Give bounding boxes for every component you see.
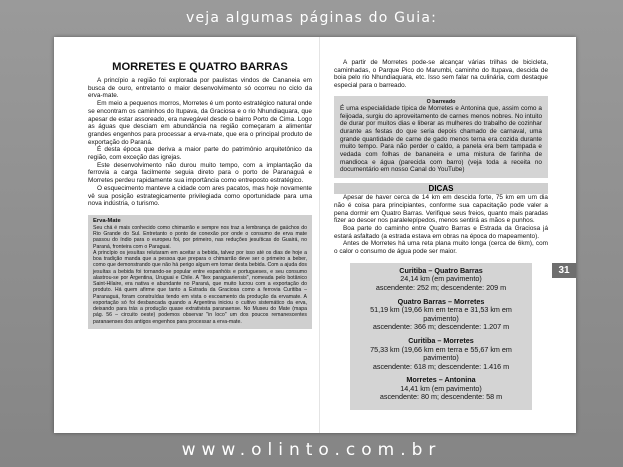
sidebar-paragraph: Seu chá é mais conhecido como chimarrão e sempre nos traz a lembrança de gaúchos do Rio Grande do Sul. Entretanto o ponto de conexão por onde o consumo de erva mate passou do índio para o europeu foi, por primeiro, nas reduções jesuíticas do Guairá, no Paraná, fronteira com o Paraguai. [93, 224, 307, 250]
banner-title: veja algumas páginas do Guia: [185, 10, 438, 26]
page-title: MORRETES E QUATRO BARRAS [112, 61, 288, 73]
route-item [354, 267, 528, 293]
paragraph: A princípio a região foi explorada por paulistas vindos de Cananeia em busca de ouro, entretanto o maior desenvolvimento só ocorreu no ciclo da erva-mate. [88, 77, 312, 100]
page-number: 31 [552, 263, 576, 278]
barreado-text: É uma especialidade típica de Morretes e Antonina que, assim como a feijoada, surgiu do aproveitamento de carnes menos nobres. No intuito de durar por muitos dias e liberar as mulheres do trabalho de cozinhar durante as festas do que seria depois chamado de carnaval, uma grande quantidade de carne de gado menos terna era cozida durante muito tempo. Para não perder o caldo, a panela era bem tampada e vedada com folhas de bananeira e uma mistura de farinha de mandioca e água (parecida com barro) (veja toda a receita no documentário em nosso Canal do YouTube) [340, 104, 542, 174]
dicas-heading: DICAS [334, 183, 548, 194]
route-distance: 75,33 km (19,66 km em terra e 55,67 km em pavimento) [370, 344, 512, 363]
route-distance: 24,14 km (em pavimento) [400, 274, 482, 284]
route-name: Morretes – Antonina [406, 375, 476, 385]
sidebar-paragraph: A princípio os jesuítas relutaram em aceitar a bebida, talvez por isso até os dias de hoje a boa tradição manda que a pessoa que prepara o chimarrão deve ser o primeiro a beber, como que demonstrando que não há perigo algum em tomar desta bebida. Com a ajuda dos jesuítas a bebida foi tornando-se popular entre espanhóis e portugueses, e seu consumo alastrou-se por Argentina, Uruguai e Chile. A "Ilex paraguariensis", nomeada pelo botânico Saint-Hilaire, era nativa e abundante no Paraná, que muito lucrou com a exportação do produto. Há quem afirme que tanto a Estrada da Graciosa como a ferrovia Curitiba – Paranaguá, foram construídas tendo em vista o escoamento da produção da ervamate. A exportação só foi desbancada quando a Argentina iniciou o cultivo sistemático da erva, deixando para trás a produção quase extrativista paranaense. No Museu do Mate (mapa pág. 56 – circuito oeste) podemos observar "in loco" um dos poucos remanescentes paranaenses dos antigos engenhos para processar a erva-mate. [93, 249, 307, 325]
paragraph: É desta época que deriva a maior parte do patrimônio arquitetônico da região, com exceção das igrejas. [88, 146, 312, 162]
route-distance: 51,19 km (19,66 km em terra e 31,53 km em pavimento) [370, 305, 512, 323]
paragraph: Este desenvolvimento não durou muito tempo, com a implantação da ferrovia a carga facilmente seguia direto para o porto de Paranaguá e Morretes perdeu rapidamente sua importância como entreposto estratégico. [88, 161, 312, 185]
right-page [319, 37, 576, 433]
route-item [354, 298, 528, 332]
dicas-paragraph: Antes de Morretes há uma reta plana muito longa (cerca de 6km), com o calor o consumo de água pode ser maior. [334, 240, 548, 256]
paragraph: Em meio a pequenos morros, Morretes é um ponto estratégico natural onde se encontram os caminhos do Itupava, da Graciosa e o rio Nhundiaquara, que apesar de estar assoreado, era navegável desde o bairro Porto de Cima. Logo as águas que desciam em abundância na região começaram a alimentar grandes engenhos para processar a erva-mate, que era o principal produto de exportação do Paraná. [88, 100, 312, 146]
book-spread [54, 37, 576, 433]
route-distance: 14,41 km (em pavimento) [400, 383, 482, 393]
route-name: Curitiba – Morretes [408, 335, 474, 345]
erva-mate-sidebar [88, 215, 312, 329]
paragraph: A partir de Morretes pode-se alcançar várias trilhas de bicicleta, caminhadas, o Parque Pico do Marumbi, caminho do Itupava, descida de boia pelo rio Nhundiaquara, etc. Isso sem falar na culinária, com destaque especial para o barreado. [334, 59, 548, 90]
route-name: Curitiba – Quatro Barras [399, 265, 483, 275]
sidebar-title: Erva-Mate [93, 217, 121, 224]
routes-box [350, 263, 532, 410]
left-page [54, 37, 319, 433]
paragraph: O esquecimento manteve a cidade com ares pacatos, mas hoje novamente vê sua posição estrategicamente privilegiada como oportunidade para uma nova indústria, o turismo. [88, 184, 312, 208]
barreado-box [334, 96, 548, 178]
barreado-title: O barreado [426, 98, 456, 105]
dicas-paragraph: Apesar de haver cerca de 14 km em descida forte, 75 km em um dia não é coisa para principiantes, conforme sua capacitação pode valer a pena dormir em Quatro Barras. Verifique seus freios, quanto mais paradas fizer ao descer nos paralelepípedos, menos sentirá as mãos e punhos. [334, 194, 548, 225]
route-name: Quatro Barras – Morretes [397, 296, 485, 306]
dicas-paragraph: Boa parte do caminho entre Quatro Barras e Estrada da Graciosa já estará asfaltado (a estrada estava em obras na época do mapeamento). [334, 224, 548, 240]
footer-url[interactable]: www.olinto.com.br [181, 440, 442, 460]
route-elevation: ascendente: 618 m; descendente: 1.416 m [372, 361, 510, 371]
route-elevation: ascendente: 366 m; descendente: 1.207 m [372, 322, 510, 332]
route-item [354, 337, 528, 371]
route-elevation: ascendente: 252 m; descendente: 209 m [375, 282, 507, 292]
route-elevation: ascendente: 80 m; descendente: 58 m [379, 392, 503, 402]
route-item [354, 376, 528, 402]
